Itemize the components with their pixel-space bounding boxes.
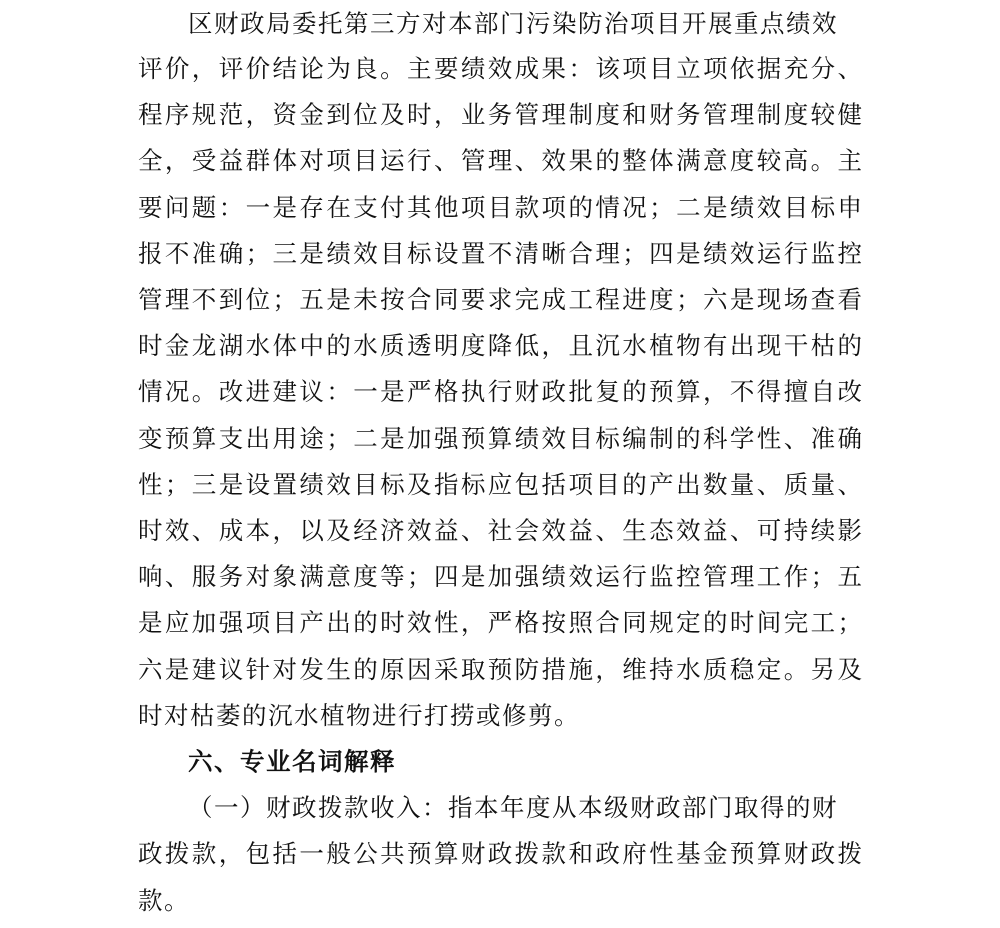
paragraph-1-line-3: 程序规范，资金到位及时，业务管理制度和财务管理制度较健 [138, 100, 862, 129]
paragraph-1-line-14: 是应加强项目产出的时效性，严格按照合同规定的时间完工； [138, 608, 862, 637]
paragraph-2-line-3: 款。 [138, 886, 190, 915]
document-page [138, 0, 862, 928]
paragraph-1-line-9: 情况。改进建议：一是严格执行财政批复的预算，不得擅自改 [138, 377, 862, 406]
paragraph-1-line-12: 时效、成本，以及经济效益、社会效益、生态效益、可持续影 [138, 516, 862, 545]
paragraph-2-line-1: （一）财政拨款收入：指本年度从本级财政部门取得的财 [188, 793, 838, 822]
paragraph-1-line-4: 全，受益群体对项目运行、管理、效果的整体满意度较高。主 [138, 146, 862, 175]
paragraph-1-line-16: 时对枯萎的沉水植物进行打捞或修剪。 [138, 701, 580, 730]
paragraph-2-line-2: 政拨款，包括一般公共预算财政拨款和政府性基金预算财政拨 [138, 839, 862, 868]
section-heading: 六、专业名词解释 [188, 747, 396, 776]
paragraph-1-line-11: 性；三是设置绩效目标及指标应包括项目的产出数量、质量、 [138, 470, 862, 499]
paragraph-1-line-15: 六是建议针对发生的原因采取预防措施，维持水质稳定。另及 [138, 655, 862, 684]
paragraph-1-line-13: 响、服务对象满意度等；四是加强绩效运行监控管理工作；五 [138, 562, 862, 591]
paragraph-1-line-5: 要问题：一是存在支付其他项目款项的情况；二是绩效目标申 [138, 193, 862, 222]
paragraph-1-line-7: 管理不到位；五是未按合同要求完成工程进度；六是现场查看 [138, 285, 862, 314]
paragraph-1-line-10: 变预算支出用途；二是加强预算绩效目标编制的科学性、准确 [138, 424, 862, 453]
paragraph-1-line-8: 时金龙湖水体中的水质透明度降低，且沉水植物有出现干枯的 [138, 331, 862, 360]
paragraph-1-line-2: 评价，评价结论为良。主要绩效成果：该项目立项依据充分、 [138, 54, 862, 83]
paragraph-1-line-6: 报不准确；三是绩效目标设置不清晰合理；四是绩效运行监控 [138, 239, 862, 268]
paragraph-1-line-1: 区财政局委托第三方对本部门污染防治项目开展重点绩效 [188, 9, 838, 38]
